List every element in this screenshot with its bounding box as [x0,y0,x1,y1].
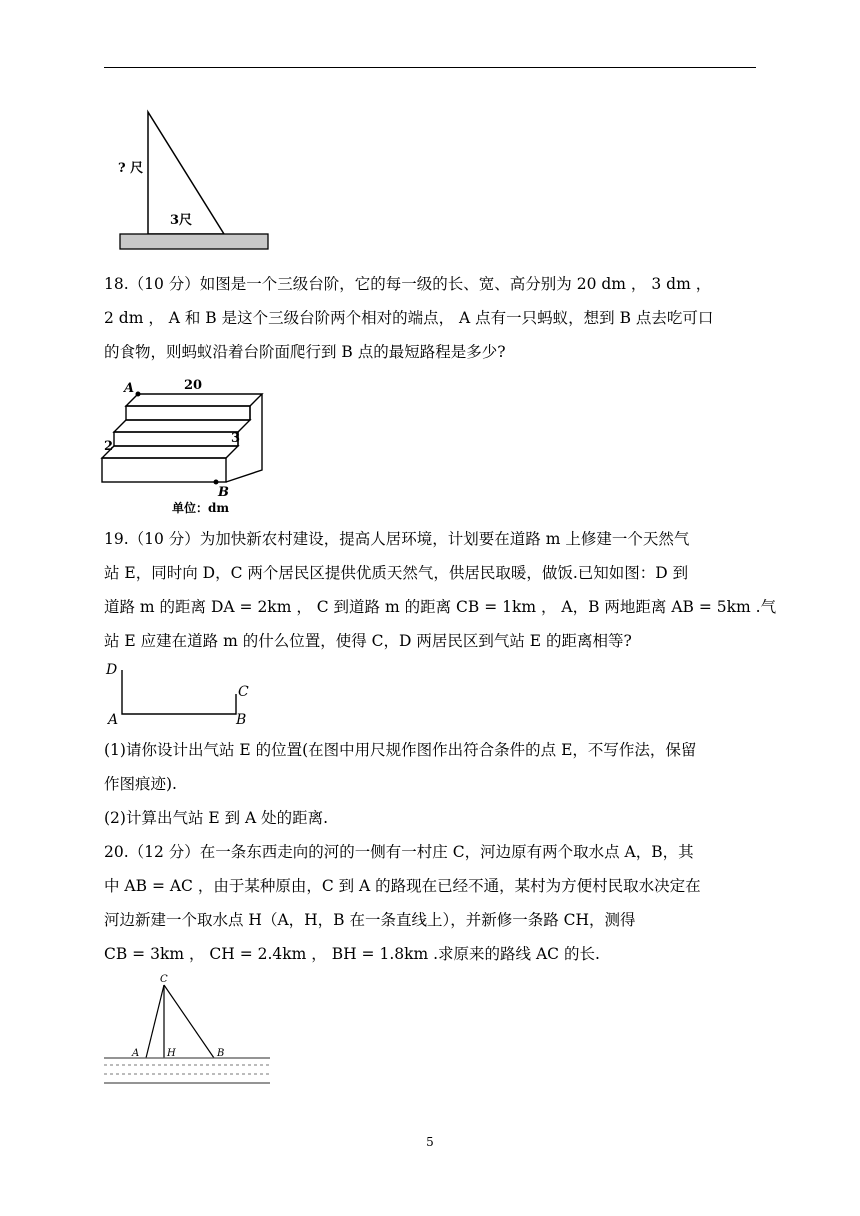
q18-line3: 的食物，则蚂蚁沿着台阶面爬行到 B 点的最短路程是多少? [104,343,506,361]
q18-line1: 18.（10 分）如图是一个三级台阶，它的每一级的长、宽、高分别为 20 dm ， 3 dm ， [104,275,712,293]
q19-line4: 站 E 应建在道路 m 的什么位置，使得 C，D 两居民区到气站 E 的距离相等? [104,632,632,650]
q19-line2: 站 E，同时向 D，C 两个居民区提供优质天然气，供居民取暖，做饭.已知如图：D 到 [104,564,689,582]
q19-sub2: (2)计算出气站 E 到 A 处的距离. [104,809,329,827]
q20-river-figure [102,972,277,1092]
q19-sub1-line1: (1)请你设计出气站 E 的位置(在图中用尺规作图作出符合条件的点 E，不写作法，保留 [104,741,697,759]
q18-label-B: B [218,485,229,500]
q19-sub1-line2: 作图痕迹). [104,775,177,793]
q20-line1: 20.（12 分）在一条东西走向的河的一侧有一村庄 C，河边原有两个取水点 A，B，其 [104,843,694,861]
q20-line4: CB = 3km ， CH = 2.4km ， BH = 1.8km .求原来的路线 AC 的长. [104,945,600,963]
q17-side-label: ? 尺 [118,161,144,176]
q18-label-len: 20 [184,378,203,393]
q19-label-D: D [106,662,118,678]
header-rule [104,67,756,68]
q18-label-A: A [124,381,135,396]
q19-line3: 道路 m 的距离 DA = 2km ， C 到道路 m 的距离 CB = 1km ， A，B 两地距离 AB = 5km .气 [104,598,777,616]
q19-road-figure [102,658,262,730]
q18-label-width: 3 [231,431,241,446]
q18-unit: 单位：dm [172,501,230,515]
q20-label-B: B [217,1048,225,1059]
q19-line1: 19.（10 分）为加快新农村建设，提高人居环境，计划要在道路 m 上修建一个天然气 [104,530,690,548]
page-number: 5 [426,1135,434,1149]
q20-label-C: C [160,974,168,985]
q19-label-A: A [108,712,119,728]
q20-line3: 河边新建一个取水点 H（A，H，B 在一条直线上），并新修一条路 CH，测得 [104,911,636,929]
q17-base-label: 3尺 [170,213,193,228]
q20-label-H: H [167,1048,176,1059]
q19-label-B: B [236,712,247,728]
q18-label-height: 2 [104,439,114,454]
q18-line2: 2 dm ， A 和 B 是这个三级台阶两个相对的端点， A 点有一只蚂蚁，想到 B 点去吃可口 [104,309,714,327]
q17-figure [110,108,275,253]
q19-label-C: C [238,684,249,700]
q20-line2: 中 AB = AC ，由于某种原由，C 到 A 的路现在已经不通，某村为方便村民取水决定在 [104,877,701,895]
q20-label-A: A [132,1048,140,1059]
q18-stairs-figure [100,376,280,518]
